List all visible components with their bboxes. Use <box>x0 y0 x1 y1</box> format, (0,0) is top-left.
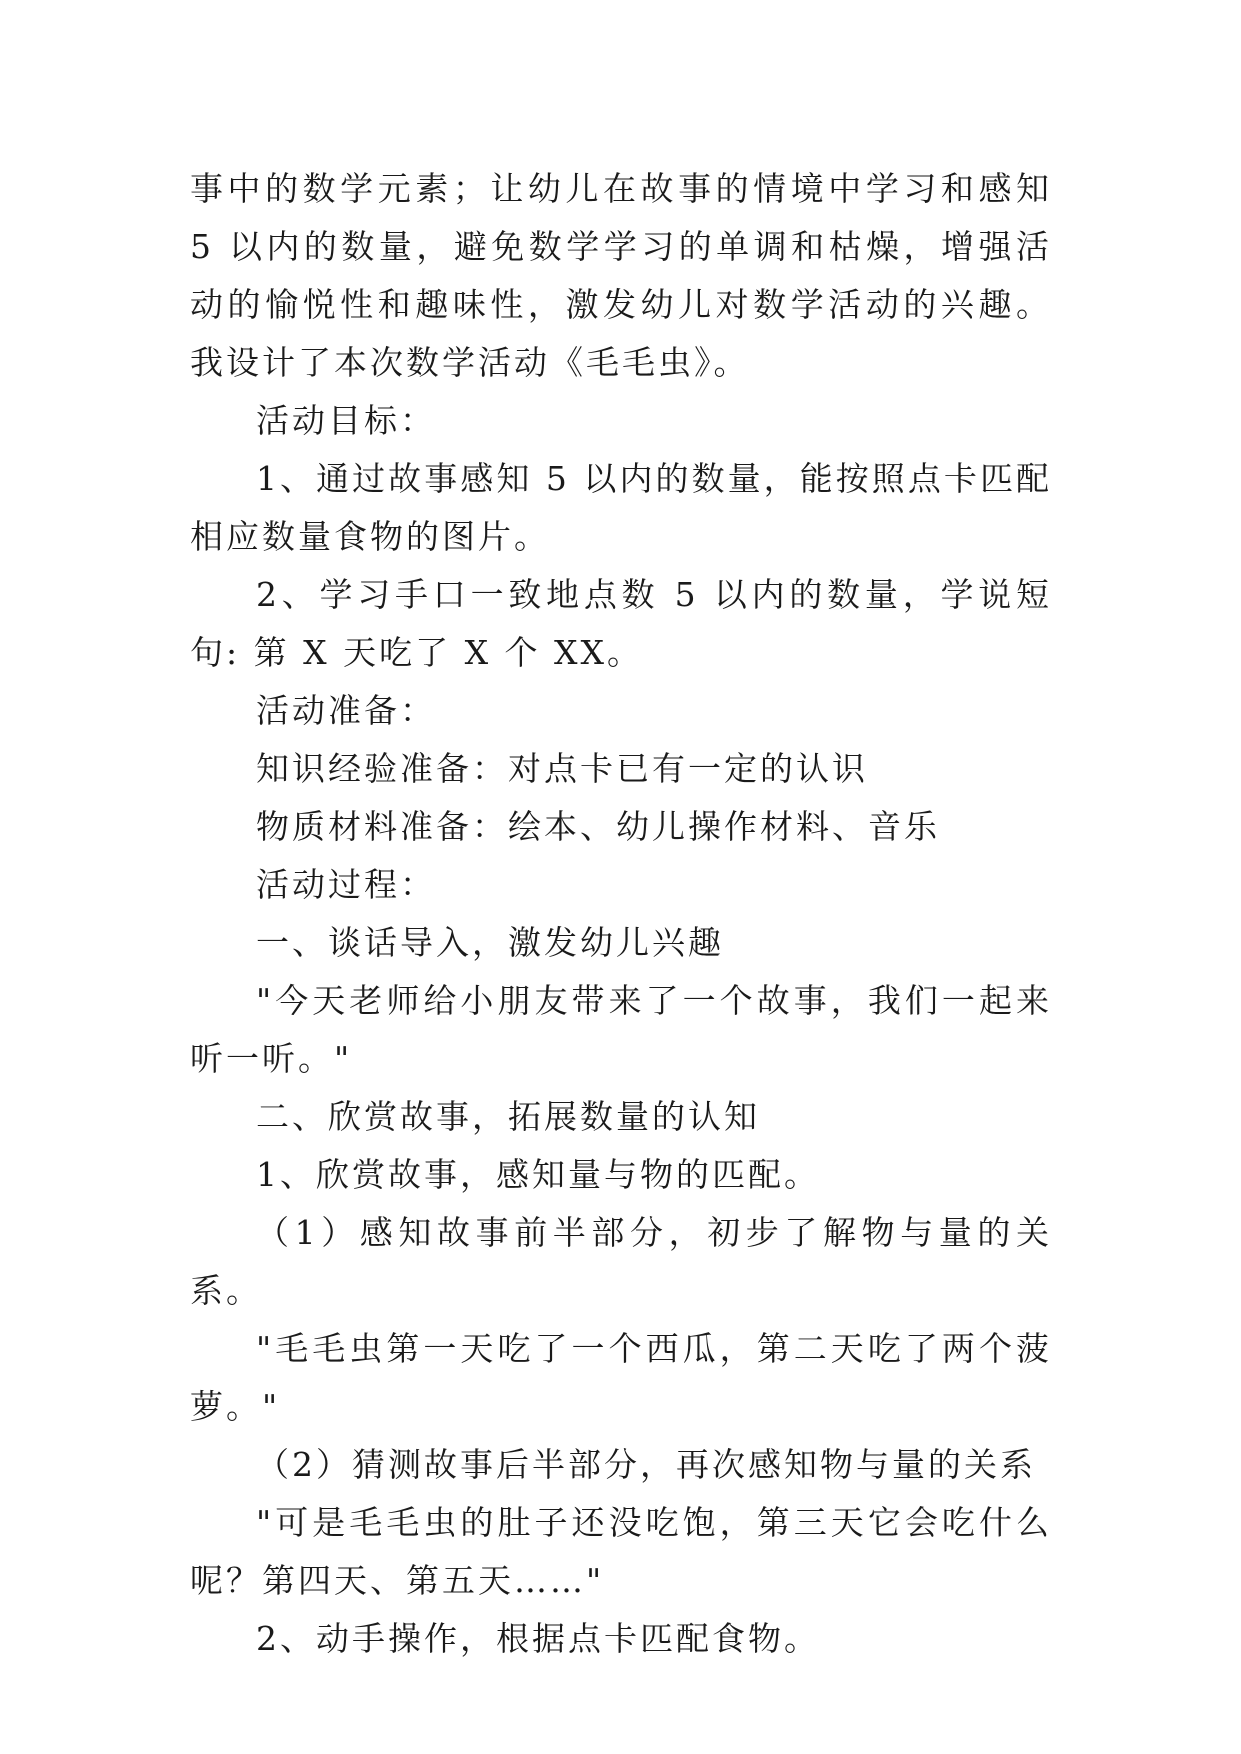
process-step-2-heading: 二、欣赏故事，拓展数量的认知 <box>256 1097 760 1136</box>
process-step-2-sub-1-part-2-quote: "可是毛毛虫的肚子还没吃饱，第三天它会吃什么呢？第四天、第五天……" <box>190 1503 1052 1600</box>
preparation-knowledge: 知识经验准备：对点卡已有一定的认识 <box>256 749 868 788</box>
goal-item-2: 2、学习手口一致地点数 5 以内的数量，学说短句: 第 X 天吃了 X 个 XX。 <box>190 575 1052 672</box>
process-step-2-sub-1-part-2: （2）猜测故事后半部分，再次感知物与量的关系 <box>256 1445 1036 1484</box>
heading-activity-process: 活动过程： <box>256 865 436 904</box>
process-step-2-sub-1-part-1-quote: "毛毛虫第一天吃了一个西瓜，第二天吃了两个菠萝。" <box>190 1329 1052 1426</box>
heading-activity-preparation: 活动准备： <box>256 691 436 730</box>
goal-item-1: 1、通过故事感知 5 以内的数量，能按照点卡匹配相应数量食物的图片。 <box>190 459 1052 556</box>
process-step-2-sub-1-part-1: （1）感知故事前半部分，初步了解物与量的关系。 <box>190 1213 1052 1310</box>
preparation-materials: 物质材料准备：绘本、幼儿操作材料、音乐 <box>256 807 940 846</box>
document-body <box>190 160 1052 1668</box>
process-step-2-sub-1: 1、欣赏故事，感知量与物的匹配。 <box>256 1155 820 1194</box>
heading-activity-goals: 活动目标： <box>256 401 436 440</box>
process-step-2-sub-2: 2、动手操作，根据点卡匹配食物。 <box>256 1619 820 1658</box>
process-step-1-quote: "今天老师给小朋友带来了一个故事，我们一起来听一听。" <box>190 981 1052 1078</box>
process-step-1-heading: 一、谈话导入，激发幼儿兴趣 <box>256 923 724 962</box>
paragraph-intro-continued: 事中的数学元素；让幼儿在故事的情境中学习和感知 5 以内的数量，避免数学学习的单调和枯燥，增强活动的愉悦性和趣味性，激发幼儿对数学活动的兴趣。我设计了本次数学活动《毛毛虫》。 <box>190 169 1052 382</box>
